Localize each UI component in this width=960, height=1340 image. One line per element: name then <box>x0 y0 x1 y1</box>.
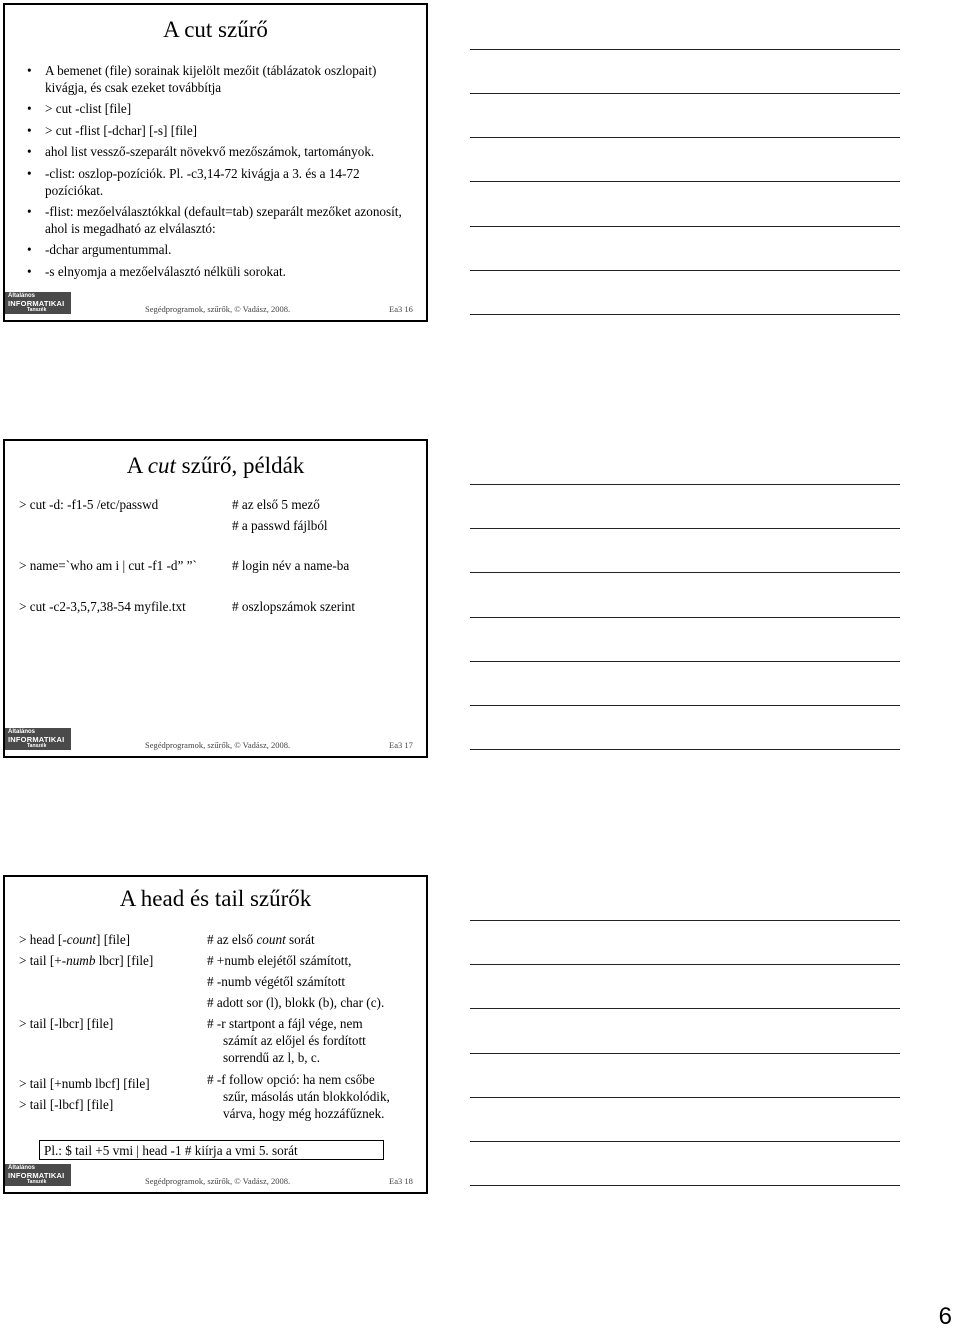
bullet-item: • > cut -flist [-dchar] [-s] [file] <box>27 123 417 140</box>
bullet-item: • -clist: oszlop-pozíciók. Pl. -c3,14-72 kivágja a 3. és a 14-72 pozíciókat. <box>27 166 417 199</box>
bullet-list <box>27 63 417 286</box>
example-box: Pl.: $ tail +5 vmi | head -1 # kiírja a vmi 5. sorát <box>39 1140 384 1160</box>
slide-title: A head és tail szűrők <box>119 886 312 911</box>
slide-17 <box>3 439 428 758</box>
command-line: > tail [+numb lbcf] [file] <box>19 1076 150 1091</box>
bullet-item: • -dchar argumentummal. <box>27 242 417 259</box>
slide-footer <box>5 1165 426 1186</box>
comment: # +numb elejétől számított, <box>207 953 352 968</box>
command-line: > tail [-lbcr] [file] <box>19 1016 114 1031</box>
slide-number: Ea3 16 <box>389 304 413 314</box>
comment-block: # -f follow opció: ha nem csőbe szűr, másolás után blokkolódik, várva, hogy még hozzáfűznek. <box>207 1072 390 1121</box>
bullet-item: • -flist: mezőelválasztókkal (default=tab) szeparált mezőket azonosít, ahol is megadható az elválasztó: <box>27 204 417 237</box>
footer-text: Segédprogramok, szűrők, © Vadász, 2008. <box>145 304 291 314</box>
footer-text: Segédprogramok, szűrők, © Vadász, 2008. <box>145 740 291 750</box>
command-line: > head [-count] [file] <box>19 932 131 947</box>
slide-title: A cut szűrő, példák <box>126 453 305 478</box>
comment: # -numb végétől számított <box>207 974 346 989</box>
slide-16 <box>3 3 428 322</box>
footer-text: Segédprogramok, szűrők, © Vadász, 2008. <box>145 1176 291 1186</box>
comment-block: # -r startpont a fájl vége, nem számít az előjel és fordított sorrendű az l, b, c. <box>207 1016 366 1065</box>
bullet-item: • > cut -clist [file] <box>27 101 417 118</box>
command-line: > tail [-lbcf] [file] <box>19 1097 114 1112</box>
slide-number: Ea3 17 <box>389 740 413 750</box>
department-logo: Általános INFORMATIKAI Tanszék <box>5 1164 71 1186</box>
comment: # login név a name-ba <box>232 558 350 573</box>
comment: # az első count sorát <box>207 932 315 947</box>
command-line: > cut -d: -f1-5 /etc/passwd <box>19 497 159 512</box>
slide-number: Ea3 18 <box>389 1176 413 1186</box>
department-logo: Általános INFORMATIKAI Tanszék <box>5 292 71 314</box>
slide-footer <box>5 729 426 750</box>
bullet-item: • A bemenet (file) sorainak kijelölt mezőit (táblázatok oszlopait) kivágja, és csak ezeket továbbítja <box>27 63 417 96</box>
command-line: > cut -c2-3,5,7,38-54 myfile.txt <box>19 599 186 614</box>
bullet-item: • -s elnyomja a mezőelválasztó nélküli sorokat. <box>27 264 417 281</box>
comment: # az első 5 mező <box>232 497 320 512</box>
slide-footer <box>5 293 426 314</box>
command-line: > tail [+-numb lbcr] [file] <box>19 953 154 968</box>
page-number: 6 <box>938 1303 952 1330</box>
slide-title: A cut szűrő <box>163 17 268 42</box>
comment: # oszlopszámok szerint <box>232 599 356 614</box>
comment: # adott sor (l), blokk (b), char (c). <box>207 995 385 1010</box>
comment: # a passwd fájlból <box>232 518 328 533</box>
command-line: > name=`who am i | cut -f1 -d” ”` <box>19 558 197 573</box>
slide-18 <box>3 875 428 1194</box>
department-logo: Általános INFORMATIKAI Tanszék <box>5 728 71 750</box>
bullet-item: • ahol list vessző-szeparált növekvő mezőszámok, tartományok. <box>27 144 417 161</box>
